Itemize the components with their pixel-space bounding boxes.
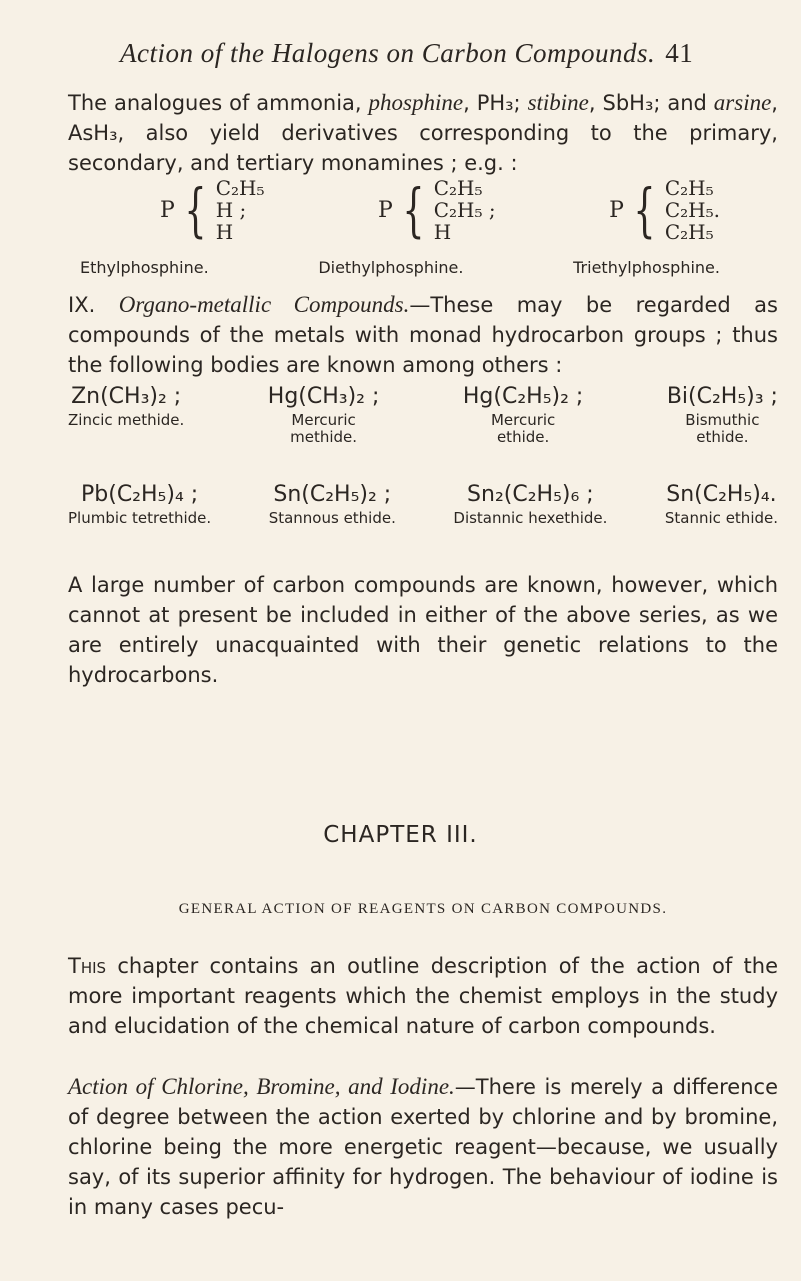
caption: Diethylphosphine. bbox=[318, 258, 464, 277]
formula-cell: Sn₂(C₂H₅)₆ ; Distannic hexethide. bbox=[453, 482, 608, 527]
section-heading: Organo-metallic Compounds. bbox=[118, 292, 410, 317]
paragraph-halogens: Action of Chlorine, Bromine, and Iodine.—There is merely a difference of degree between the action exerted by chlorine and by bromine, chlorine being the more energetic reagent—because, we usually say, of its superior affinity for hydrogen. The behaviour of iodine is in many cases pecu- bbox=[68, 1074, 778, 1219]
caption: Triethylphosphine. bbox=[573, 258, 720, 277]
section-ix: IX. Organo-metallic Compounds.—These may be regarded as compounds of the metals with monad hydrocarbon groups ; thus the following bodies are known among others : bbox=[68, 292, 778, 377]
chapter-subtitle: GENERAL ACTION OF REAGENTS ON CARBON COMPOUNDS. bbox=[178, 901, 668, 917]
page-number: 41 bbox=[665, 38, 694, 68]
diethylphosphine-formula: P { C₂H₅ C₂H₅ ; H bbox=[378, 176, 496, 244]
paragraph-heading: Action of Chlorine, Bromine, and Iodine. bbox=[68, 1074, 455, 1099]
organometallic-row-1 bbox=[68, 384, 778, 446]
formula-cell: Bi(C₂H₅)₃ ; Bismuthic ethide. bbox=[666, 384, 778, 446]
paragraph-unclassified: A large number of carbon compounds are known, however, which cannot at present be included in either of the above series, as we are entirely unacquainted with their genetic relations to the hydrocarbons. bbox=[68, 573, 778, 687]
running-head-title: Action of the Halogens on Carbon Compounds. bbox=[120, 38, 656, 68]
organometallic-row-2 bbox=[68, 482, 778, 527]
paragraph-chapter-intro: This chapter contains an outline description of the action of the more important reagents which the chemist employs in the study and elucidation of the chemical nature of carbon compounds. bbox=[68, 954, 778, 1038]
caption: Ethylphosphine. bbox=[80, 258, 209, 277]
phosphine-captions bbox=[80, 258, 720, 277]
formula-cell: Hg(CH₃)₂ ; Mercuric methide. bbox=[267, 384, 380, 446]
formula-cell: Zn(CH₃)₂ ; Zincic methide. bbox=[68, 384, 185, 429]
paragraph-phosphine: The analogues of ammonia, phosphine, PH₃; stibine, SbH₃; and arsine, AsH₃, also yield derivatives corresponding to the primary, secondary, and tertiary monamines ; e.g. : bbox=[68, 90, 778, 175]
formula-cell: Hg(C₂H₅)₂ ; Mercuric ethide. bbox=[462, 384, 584, 446]
chapter-title: CHAPTER III. bbox=[323, 822, 478, 848]
section-number: IX. bbox=[68, 293, 119, 317]
formula-cell: Sn(C₂H₅)₂ ; Stannous ethide. bbox=[268, 482, 396, 527]
formula-cell: Pb(C₂H₅)₄ ; Plumbic tetrethide. bbox=[68, 482, 212, 527]
running-head bbox=[120, 38, 740, 69]
formula-cell: Sn(C₂H₅)₄. Stannic ethide. bbox=[664, 482, 778, 527]
phosphine-formulas bbox=[160, 177, 720, 243]
triethylphosphine-formula: P { C₂H₅ C₂H₅. C₂H₅ bbox=[609, 176, 720, 244]
ethylphosphine-formula: P { C₂H₅ H ; H bbox=[160, 176, 265, 244]
